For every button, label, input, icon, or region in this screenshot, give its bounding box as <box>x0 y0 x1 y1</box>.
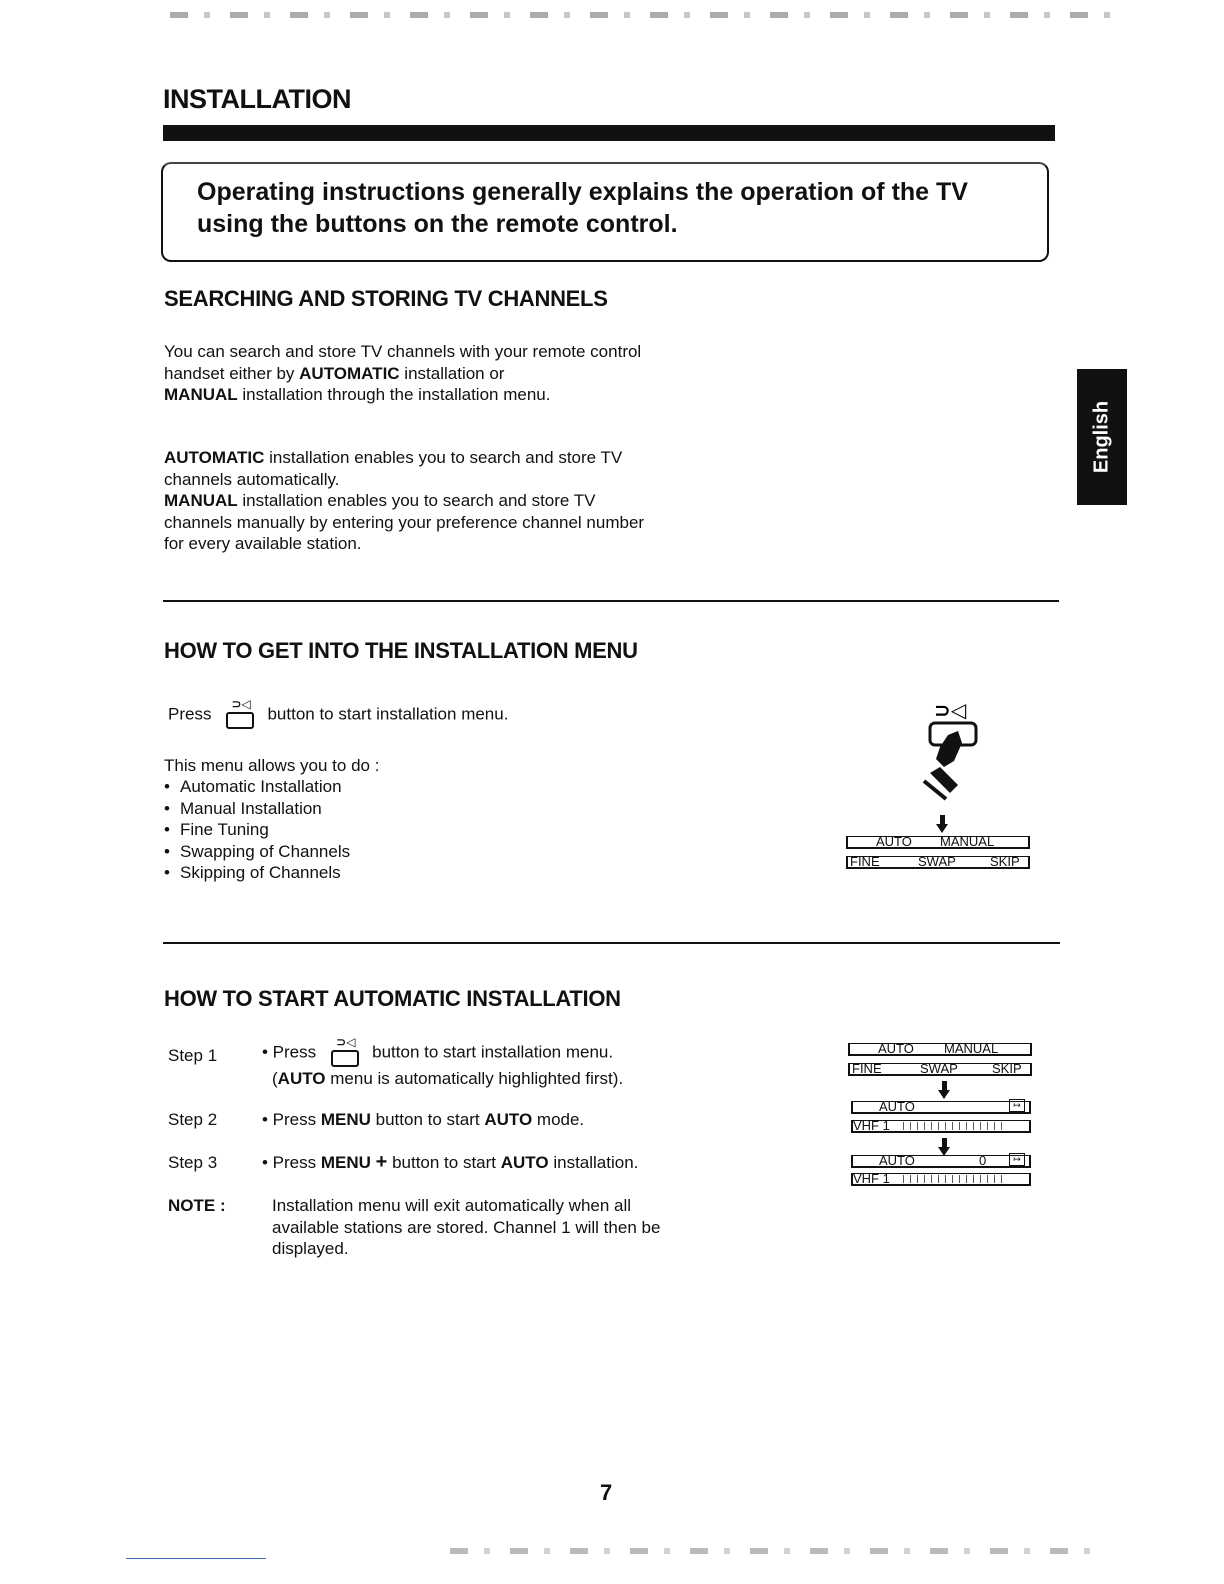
footer-line <box>126 1558 266 1559</box>
down-arrow-icon <box>936 815 948 833</box>
list-item: • Manual Installation <box>164 798 350 820</box>
scan-artifact-bottom <box>450 1548 1100 1554</box>
hand-pressing-button-icon <box>910 695 1000 815</box>
osd-auto-manual-row: AUTO MANUAL <box>846 836 1030 849</box>
press-instruction: Press ⊃◁ button to start installation menu. <box>168 700 508 730</box>
title-rule <box>163 125 1055 141</box>
list-item: • Skipping of Channels <box>164 862 350 884</box>
step-1-label: Step 1 <box>168 1046 218 1065</box>
progress-bar <box>903 1122 1003 1130</box>
osd-auto-row: AUTO ↦ <box>851 1101 1031 1114</box>
note-label: NOTE : <box>168 1196 226 1215</box>
step-2-label: Step 2 <box>168 1110 218 1129</box>
step-1-text: • Press ⊃◁ button to start installation menu. (AUTO menu is automatically highlighted first). <box>262 1035 624 1088</box>
down-arrow-icon <box>938 1138 950 1156</box>
section-heading-searching: SEARCHING AND STORING TV CHANNELS <box>164 286 608 311</box>
section-heading-installation-menu: HOW TO GET INTO THE INSTALLATION MENU <box>164 638 638 663</box>
install-button-icon: ⊃◁ <box>328 1038 360 1068</box>
page-title: INSTALLATION <box>163 84 351 114</box>
list-item: • Automatic Installation <box>164 776 350 798</box>
enter-icon: ↦ <box>1009 1153 1025 1166</box>
install-button-icon: ⊃◁ <box>223 700 255 730</box>
searching-paragraph-1: You can search and store TV channels with your remote control handset either by AUTOMATIC installation or MANUAL installation through the installation menu. <box>164 342 642 404</box>
osd-vhf-progress-row: VHF 1 <box>851 1120 1031 1133</box>
osd-fine-swap-skip-row: FINE SWAP SKIP <box>848 1063 1032 1076</box>
menu-allows-label: This menu allows you to do : <box>164 756 380 775</box>
intro-text: Operating instructions generally explains the operation of the TV using the buttons on the remote control. <box>197 178 968 238</box>
searching-paragraph-2: AUTOMATIC installation enables you to search and store TV channels automatically. MANUAL installation enables you to search and store TV channels manually by entering your preference channel number for every available station. <box>164 448 645 553</box>
osd-auto-manual-row: AUTO MANUAL <box>848 1043 1032 1056</box>
note-text: Installation menu will exit automatically when all available stations are stored. Channel 1 will then be displayed. <box>272 1196 661 1258</box>
language-tab <box>1077 369 1127 505</box>
section-divider <box>163 600 1059 602</box>
svg-text:⊃◁: ⊃◁ <box>934 698 967 722</box>
page-number: 7 <box>600 1480 613 1505</box>
osd-auto-running-row: AUTO 0 ↦ <box>851 1155 1031 1168</box>
step-3-text: • Press MENU + button to start AUTO installation. <box>262 1151 639 1173</box>
osd-vhf-progress-row: VHF 1 <box>851 1173 1031 1186</box>
list-item: • Swapping of Channels <box>164 841 350 863</box>
step-3-label: Step 3 <box>168 1153 218 1172</box>
step-2-text: • Press MENU button to start AUTO mode. <box>262 1110 585 1129</box>
language-tab-label: English <box>1090 400 1113 474</box>
section-divider <box>163 942 1060 944</box>
enter-icon: ↦ <box>1009 1099 1025 1112</box>
down-arrow-icon <box>938 1081 950 1099</box>
osd-fine-swap-skip-row: FINE SWAP SKIP <box>846 856 1030 869</box>
section-heading-auto-install: HOW TO START AUTOMATIC INSTALLATION <box>164 986 621 1011</box>
menu-feature-list <box>164 776 350 884</box>
progress-bar <box>903 1175 1003 1183</box>
list-item: • Fine Tuning <box>164 819 350 841</box>
scan-artifact-top <box>170 12 1120 18</box>
